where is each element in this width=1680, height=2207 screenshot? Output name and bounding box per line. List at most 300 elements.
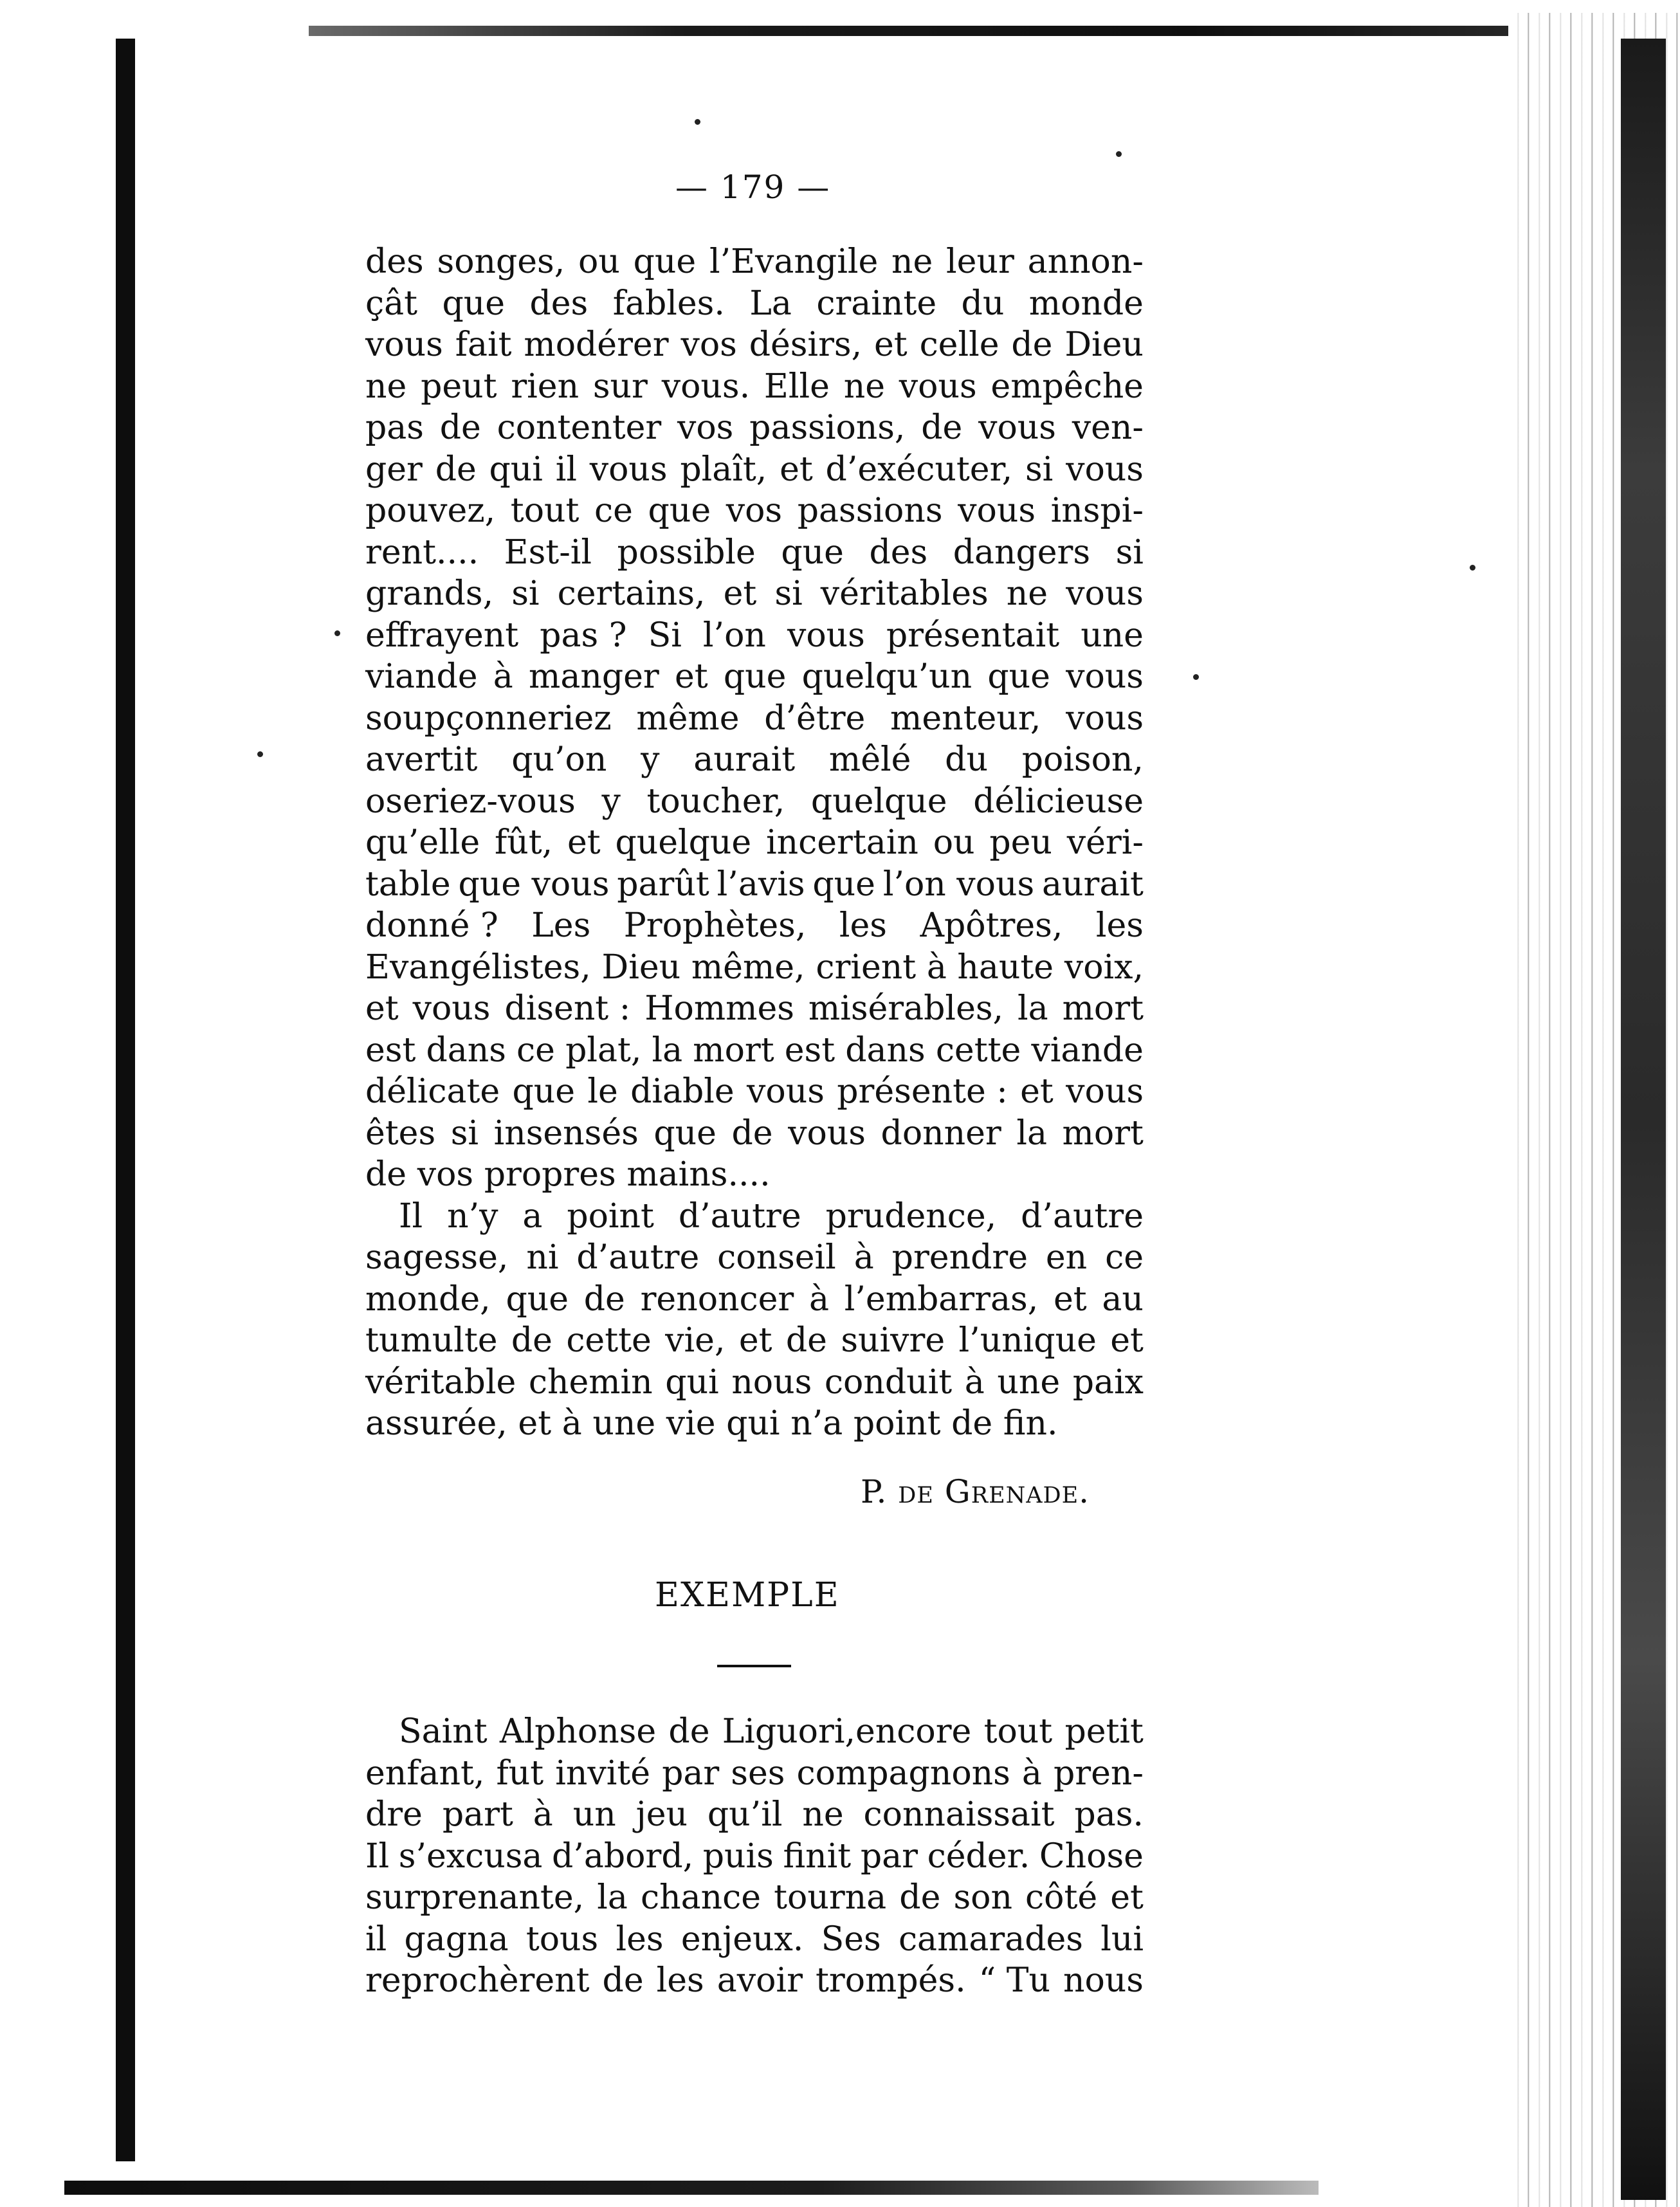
word: vous — [365, 325, 443, 364]
word: vos — [680, 325, 737, 364]
word: pren- — [1053, 1754, 1144, 1793]
text-line — [365, 1919, 1144, 1961]
text-line — [365, 656, 1144, 698]
word: l’on vous — [882, 865, 1035, 904]
scan-speck — [257, 751, 263, 757]
word: n’y — [447, 1196, 498, 1236]
word: oseriez-vous — [365, 782, 576, 821]
word: prendre — [891, 1238, 1028, 1277]
word: ne — [802, 1795, 844, 1834]
word: lui — [1100, 1919, 1144, 1959]
text-line — [365, 1030, 1144, 1072]
word: s’excusa — [398, 1836, 543, 1876]
word: rien — [511, 367, 580, 406]
word: Si — [648, 616, 682, 655]
word: surprenante, — [365, 1878, 585, 1917]
word: finit — [783, 1836, 852, 1876]
word: donner — [881, 1113, 1001, 1153]
word: grands, — [365, 574, 494, 613]
word: que — [442, 284, 506, 323]
word: Dieu — [601, 948, 681, 987]
word: aurait — [1042, 865, 1144, 904]
word: les — [1095, 906, 1144, 945]
word: effrayent — [365, 616, 519, 655]
word: une — [997, 1362, 1061, 1402]
word: et — [1110, 1878, 1144, 1917]
word: fin. — [1003, 1404, 1058, 1443]
word: vous — [787, 616, 865, 655]
word: vous — [958, 491, 1036, 530]
word: même — [636, 699, 740, 738]
word: plat, — [565, 1030, 642, 1070]
word: que — [723, 657, 787, 696]
word: pas ? — [540, 616, 627, 655]
scan-left-border — [116, 39, 135, 2161]
word: pouvez, — [365, 491, 496, 530]
text-line — [365, 1113, 1144, 1155]
word: trompés. — [815, 1961, 966, 2000]
word: par — [662, 1754, 720, 1793]
word: est — [784, 1030, 835, 1070]
word: et — [874, 325, 908, 364]
word: Dieu — [1064, 325, 1144, 364]
word: puis — [702, 1836, 774, 1876]
word: Saint — [399, 1712, 488, 1751]
scan-speck — [1193, 674, 1199, 680]
word: misérables, — [808, 989, 1004, 1028]
word: et — [738, 1321, 772, 1360]
word: point — [853, 1404, 941, 1443]
word: toucher, — [646, 782, 785, 821]
word: mains.... — [626, 1155, 771, 1194]
word: Evangélistes, — [365, 948, 591, 987]
word: ni — [526, 1238, 559, 1277]
word: vous — [1066, 450, 1144, 489]
word: d’exécuter, — [825, 450, 1013, 489]
word: assurée, — [365, 1404, 507, 1443]
word: que — [633, 243, 697, 281]
word: vous. — [661, 367, 751, 406]
word: suivre — [841, 1321, 945, 1360]
word: de — [785, 1321, 827, 1360]
word: de — [668, 1712, 710, 1751]
word: vous — [747, 1072, 825, 1111]
word: l’Evangile — [709, 243, 879, 281]
word: “ Tu — [978, 1961, 1050, 2000]
word: dans — [845, 1030, 926, 1070]
word: quelque — [615, 823, 752, 862]
word: plaît, — [680, 450, 767, 489]
word: leur — [946, 243, 1014, 281]
word: nous — [731, 1362, 812, 1402]
word: crainte — [816, 284, 937, 323]
word: y — [641, 740, 660, 779]
word: ce — [1105, 1238, 1144, 1277]
word: tous — [525, 1919, 599, 1959]
word: que — [781, 533, 844, 572]
word: en — [1045, 1238, 1088, 1277]
word: à — [493, 657, 513, 696]
word: une — [1081, 616, 1144, 655]
word: si — [1025, 450, 1054, 489]
word: aurait — [693, 740, 796, 779]
word: qui — [489, 450, 543, 489]
word: dre — [365, 1795, 423, 1834]
word: de — [731, 1113, 773, 1153]
word: ne — [843, 367, 885, 406]
text-line — [365, 1362, 1144, 1404]
word: peu — [989, 823, 1052, 862]
word: pas — [365, 408, 424, 447]
word: camarades — [898, 1919, 1083, 1959]
word: qu’on — [511, 740, 607, 779]
word: et — [723, 574, 757, 613]
word: La — [749, 284, 792, 323]
word: la — [597, 1878, 628, 1917]
word: compagnons — [796, 1754, 1010, 1793]
word: que — [812, 865, 875, 904]
word: ne — [365, 367, 407, 406]
word: vous — [1066, 699, 1144, 738]
word: renoncer — [640, 1279, 794, 1319]
word: présente : — [837, 1072, 1008, 1111]
word: vie, — [665, 1321, 726, 1360]
word: et — [365, 989, 399, 1028]
word: et — [1053, 1279, 1087, 1319]
word: ou — [933, 823, 975, 862]
word: y — [601, 782, 621, 821]
word: délicate — [365, 1072, 500, 1111]
text-line — [365, 1753, 1144, 1795]
word: vos — [417, 1155, 474, 1194]
scan-speck — [1470, 565, 1475, 571]
text-line — [365, 283, 1144, 325]
word: rent.... — [365, 533, 479, 572]
word: parût — [617, 865, 709, 904]
text-line — [365, 1071, 1144, 1113]
word: par — [860, 1836, 918, 1876]
word: du — [961, 284, 1005, 323]
word: fût, — [494, 823, 553, 862]
word: qu’elle — [365, 823, 480, 862]
word: de — [511, 1321, 552, 1360]
word: soupçonneriez — [365, 699, 612, 738]
word: côté — [1025, 1878, 1098, 1917]
word: que — [512, 1072, 576, 1111]
word: ou — [578, 243, 620, 281]
text-line — [365, 532, 1144, 574]
word: de — [951, 1404, 993, 1443]
word: sur — [592, 367, 648, 406]
word: que — [648, 491, 711, 530]
word: un — [572, 1795, 616, 1834]
word: vous — [589, 450, 668, 489]
scan-bottom-rule — [64, 2181, 1319, 2195]
word: de — [435, 450, 477, 489]
word: de — [921, 408, 963, 447]
word: l’avis — [717, 865, 805, 904]
text-line — [365, 1836, 1144, 1878]
word: les — [656, 1961, 704, 2000]
section-title: EXEMPLE — [655, 1576, 840, 1615]
word: dangers — [953, 533, 1091, 572]
word: n’a — [790, 1404, 843, 1443]
word: Elle — [763, 367, 830, 406]
word: la — [1016, 1113, 1047, 1153]
scan-speck — [695, 119, 700, 125]
text-line — [365, 864, 1144, 906]
word: ger — [365, 450, 423, 489]
word: présentait — [886, 616, 1060, 655]
word: que — [987, 657, 1050, 696]
word: si — [450, 1113, 479, 1153]
word: Liguori,encore — [722, 1712, 972, 1751]
word: tumulte — [365, 1321, 498, 1360]
word: à haute — [926, 948, 1054, 987]
word: voix, — [1064, 948, 1144, 987]
text-line — [365, 698, 1144, 740]
word: quelqu’un — [801, 657, 972, 696]
word: Alphonse — [499, 1712, 657, 1751]
word: à — [964, 1362, 985, 1402]
text-line — [365, 324, 1144, 366]
word: ses — [731, 1754, 785, 1793]
word: chemin — [528, 1362, 653, 1402]
word: invité — [555, 1754, 651, 1793]
text-line — [365, 1237, 1144, 1279]
word: du — [945, 740, 988, 779]
word: vous — [788, 1113, 866, 1153]
word: cette — [566, 1321, 652, 1360]
word: son — [953, 1878, 1012, 1917]
word: çât — [365, 284, 418, 323]
word: Ses — [821, 1919, 881, 1959]
word: pas. — [1074, 1795, 1144, 1834]
word: de — [602, 1961, 644, 2000]
word: Il — [399, 1196, 423, 1236]
word: vos — [677, 408, 734, 447]
word: d’être — [764, 699, 866, 738]
word: Apôtres, — [920, 906, 1063, 945]
text-line — [365, 490, 1144, 532]
word: empêche — [991, 367, 1144, 406]
author-signature: P. de Grenade. — [861, 1473, 1090, 1510]
word: véritables — [820, 574, 989, 613]
word: donné ? — [365, 906, 498, 945]
word: l’on — [702, 616, 766, 655]
word: véritable — [365, 1362, 516, 1402]
word: de — [899, 1878, 941, 1917]
text-line — [365, 781, 1144, 823]
word: poison, — [1021, 740, 1144, 779]
passage-text — [365, 241, 1144, 1445]
word: à — [854, 1238, 874, 1277]
word: vous — [412, 989, 491, 1028]
word: si — [1115, 533, 1144, 572]
word: à — [809, 1279, 830, 1319]
word: et — [567, 823, 601, 862]
word: vous — [978, 408, 1056, 447]
word: de — [365, 1155, 407, 1194]
word: une — [592, 1404, 656, 1443]
word: Hommes — [644, 989, 794, 1028]
word: ven- — [1072, 408, 1144, 447]
text-line — [365, 1320, 1144, 1362]
word: monde, — [365, 1279, 491, 1319]
text-line — [365, 407, 1144, 449]
word: ce — [516, 1030, 555, 1070]
word: monde — [1028, 284, 1144, 323]
word: si — [511, 574, 540, 613]
text-line — [365, 366, 1144, 408]
word: tout — [510, 491, 580, 530]
word: qu’il — [707, 1795, 783, 1834]
word: modérer — [524, 325, 669, 364]
word: Chose — [1039, 1836, 1144, 1876]
word: certains, — [557, 574, 706, 613]
word: céder. — [927, 1836, 1030, 1876]
text-line — [365, 449, 1144, 491]
word: diable — [630, 1072, 735, 1111]
word: Il — [365, 1836, 390, 1876]
word: nous — [1063, 1961, 1144, 2000]
word: qui — [665, 1362, 719, 1402]
word: et — [780, 450, 813, 489]
word: même, — [691, 948, 805, 987]
word: des — [365, 243, 424, 281]
word: Prophètes, — [623, 906, 807, 945]
word: délicieuse — [973, 782, 1144, 821]
word: propres — [484, 1155, 616, 1194]
word: chance — [641, 1878, 762, 1917]
word: part — [442, 1795, 513, 1834]
word: et — [1020, 1072, 1054, 1111]
word: crient — [816, 948, 917, 987]
word: à — [1021, 1754, 1042, 1793]
word: d’autre — [576, 1238, 700, 1277]
word: de — [1011, 325, 1053, 364]
word: passions — [797, 491, 943, 530]
word: l’embarras, — [844, 1279, 1039, 1319]
text-line — [365, 1196, 1144, 1238]
word: à — [562, 1404, 582, 1443]
word: ne — [891, 243, 933, 281]
word: désirs, — [749, 325, 863, 364]
word: insensés — [493, 1113, 639, 1153]
word: Est-il — [504, 533, 592, 572]
word: de — [583, 1279, 625, 1319]
page-number: — 179 — — [675, 169, 831, 206]
text-line — [365, 1711, 1144, 1753]
word: de — [439, 408, 481, 447]
word: contenter — [497, 408, 662, 447]
text-line — [365, 1794, 1144, 1836]
word: connaissait — [863, 1795, 1055, 1834]
word: fait — [455, 325, 512, 364]
word: inspi- — [1050, 491, 1144, 530]
word: conseil — [717, 1238, 836, 1277]
word: il — [365, 1919, 387, 1959]
word: des — [869, 533, 928, 572]
word: gagna — [404, 1919, 509, 1959]
text-line — [365, 241, 1144, 283]
word: les — [839, 906, 887, 945]
scan-speck — [1116, 151, 1122, 157]
section-divider — [717, 1665, 791, 1667]
word: que — [653, 1113, 717, 1153]
text-line — [365, 988, 1144, 1030]
word: cette — [935, 1030, 1021, 1070]
text-line — [365, 1403, 1144, 1445]
word: tourna — [774, 1878, 887, 1917]
text-line — [365, 1877, 1144, 1919]
word: jeu — [635, 1795, 688, 1834]
word: viande — [365, 657, 478, 696]
word: fut — [496, 1754, 544, 1793]
word: d’abord, — [552, 1836, 694, 1876]
word: vous — [899, 367, 977, 406]
word: table — [365, 865, 451, 904]
word: petit — [1064, 1712, 1144, 1751]
word: Les — [531, 906, 591, 945]
word: vie — [666, 1404, 716, 1443]
example-text — [365, 1711, 1144, 2002]
word: et — [518, 1404, 552, 1443]
word: avertit — [365, 740, 478, 779]
word: enjeux. — [680, 1919, 804, 1959]
word: avoir — [717, 1961, 803, 2000]
text-line — [365, 573, 1144, 615]
text-line — [365, 947, 1144, 989]
word: il — [555, 450, 577, 489]
word: vos — [726, 491, 783, 530]
word: manger — [529, 657, 659, 696]
word: d’autre — [1021, 1196, 1144, 1236]
word: vous — [1066, 1072, 1144, 1111]
word: ne — [1006, 574, 1048, 613]
text-line — [365, 1960, 1144, 2002]
word: des — [529, 284, 589, 323]
word: qui — [726, 1404, 780, 1443]
word: peut — [421, 367, 497, 406]
scan-right-edge-shadow — [1621, 39, 1666, 2200]
word: enfant, — [365, 1754, 485, 1793]
word: mêlé — [828, 740, 911, 779]
word: menteur, — [890, 699, 1041, 738]
word: conduit — [824, 1362, 953, 1402]
word: prudence, — [825, 1196, 997, 1236]
word: vous — [1066, 574, 1144, 613]
word: mort — [693, 1030, 774, 1070]
word: annon- — [1027, 243, 1144, 281]
word: passions, — [749, 408, 906, 447]
word: tout — [983, 1712, 1053, 1751]
word: l’unique — [958, 1321, 1097, 1360]
word: a — [522, 1196, 543, 1236]
word: point — [567, 1196, 654, 1236]
word: mort — [1062, 1113, 1144, 1153]
word: véri- — [1066, 823, 1144, 862]
word: est — [365, 1030, 416, 1070]
text-line — [365, 1154, 1144, 1196]
word: songes, — [437, 243, 565, 281]
word: quelque — [810, 782, 947, 821]
word: à — [533, 1795, 553, 1834]
text-line — [365, 739, 1144, 781]
scan-top-rule — [309, 26, 1569, 36]
word: viande — [1031, 1030, 1144, 1070]
word: paix — [1072, 1362, 1144, 1402]
